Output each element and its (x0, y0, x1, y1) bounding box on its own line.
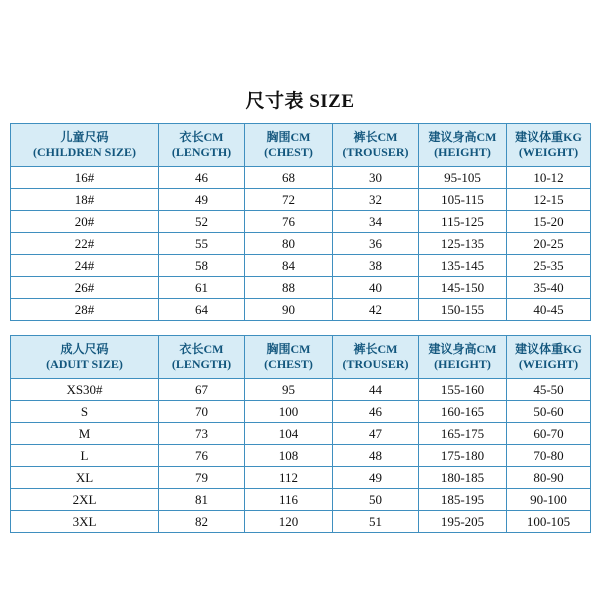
cell-size: 26# (11, 277, 159, 299)
cell-height: 105-115 (419, 189, 507, 211)
cell-size: 18# (11, 189, 159, 211)
table-row (11, 401, 591, 423)
table-row (11, 489, 591, 511)
cell-chest: 116 (245, 489, 333, 511)
header-cell-height: 建议身高CM (HEIGHT) (419, 336, 507, 379)
cell-size: 22# (11, 233, 159, 255)
cell-trouser: 40 (333, 277, 419, 299)
cell-trouser: 49 (333, 467, 419, 489)
cell-weight: 100-105 (507, 511, 591, 533)
cell-weight: 60-70 (507, 423, 591, 445)
header-cell-chest: 胸围CM (CHEST) (245, 124, 333, 167)
cell-chest: 80 (245, 233, 333, 255)
cell-weight: 80-90 (507, 467, 591, 489)
cell-size: 20# (11, 211, 159, 233)
cell-trouser: 47 (333, 423, 419, 445)
cell-weight: 45-50 (507, 379, 591, 401)
cell-height: 175-180 (419, 445, 507, 467)
adult-table-body (11, 379, 591, 533)
cell-chest: 88 (245, 277, 333, 299)
cell-length: 73 (159, 423, 245, 445)
cell-chest: 104 (245, 423, 333, 445)
cell-size: XL (11, 467, 159, 489)
cell-chest: 108 (245, 445, 333, 467)
cell-weight: 70-80 (507, 445, 591, 467)
adult-table-header (11, 336, 591, 379)
table-row (11, 167, 591, 189)
cell-chest: 90 (245, 299, 333, 321)
header-cell-chest: 胸围CM (CHEST) (245, 336, 333, 379)
children-table-body (11, 167, 591, 321)
cell-length: 58 (159, 255, 245, 277)
cell-height: 95-105 (419, 167, 507, 189)
cell-length: 82 (159, 511, 245, 533)
cell-size: S (11, 401, 159, 423)
cell-length: 70 (159, 401, 245, 423)
header-cell-weight: 建议体重KG (WEIGHT) (507, 124, 591, 167)
cell-size: 24# (11, 255, 159, 277)
cell-trouser: 34 (333, 211, 419, 233)
table-header-row (11, 124, 591, 167)
cell-length: 79 (159, 467, 245, 489)
table-row (11, 423, 591, 445)
cell-trouser: 51 (333, 511, 419, 533)
cell-size: M (11, 423, 159, 445)
cell-trouser: 48 (333, 445, 419, 467)
cell-weight: 35-40 (507, 277, 591, 299)
cell-trouser: 46 (333, 401, 419, 423)
header-cell-adult-size: 成人尺码 (ADUIT SIZE) (11, 336, 159, 379)
cell-height: 155-160 (419, 379, 507, 401)
cell-trouser: 42 (333, 299, 419, 321)
header-cell-children-size: 儿童尺码 (CHILDREN SIZE) (11, 124, 159, 167)
cell-weight: 15-20 (507, 211, 591, 233)
cell-size: L (11, 445, 159, 467)
cell-size: 16# (11, 167, 159, 189)
cell-size: 2XL (11, 489, 159, 511)
table-row (11, 299, 591, 321)
cell-size: 3XL (11, 511, 159, 533)
adult-size-table (10, 335, 591, 533)
cell-chest: 68 (245, 167, 333, 189)
header-cell-trouser: 裤长CM (TROUSER) (333, 336, 419, 379)
cell-length: 61 (159, 277, 245, 299)
cell-weight: 50-60 (507, 401, 591, 423)
table-row (11, 445, 591, 467)
header-cell-height: 建议身高CM (HEIGHT) (419, 124, 507, 167)
cell-chest: 100 (245, 401, 333, 423)
table-row (11, 379, 591, 401)
cell-height: 150-155 (419, 299, 507, 321)
cell-height: 185-195 (419, 489, 507, 511)
table-row (11, 211, 591, 233)
cell-chest: 112 (245, 467, 333, 489)
cell-length: 67 (159, 379, 245, 401)
cell-trouser: 50 (333, 489, 419, 511)
cell-weight: 25-35 (507, 255, 591, 277)
cell-chest: 72 (245, 189, 333, 211)
cell-weight: 10-12 (507, 167, 591, 189)
table-row (11, 277, 591, 299)
cell-size: XS30# (11, 379, 159, 401)
cell-length: 64 (159, 299, 245, 321)
cell-chest: 120 (245, 511, 333, 533)
table-header-row (11, 336, 591, 379)
header-cell-weight: 建议体重KG (WEIGHT) (507, 336, 591, 379)
cell-size: 28# (11, 299, 159, 321)
cell-height: 165-175 (419, 423, 507, 445)
header-cell-length: 衣长CM (LENGTH) (159, 124, 245, 167)
table-row (11, 233, 591, 255)
cell-height: 135-145 (419, 255, 507, 277)
cell-length: 55 (159, 233, 245, 255)
cell-trouser: 38 (333, 255, 419, 277)
cell-height: 115-125 (419, 211, 507, 233)
cell-chest: 84 (245, 255, 333, 277)
cell-length: 76 (159, 445, 245, 467)
cell-length: 81 (159, 489, 245, 511)
header-cell-length: 衣长CM (LENGTH) (159, 336, 245, 379)
cell-length: 46 (159, 167, 245, 189)
header-cell-trouser: 裤长CM (TROUSER) (333, 124, 419, 167)
cell-weight: 90-100 (507, 489, 591, 511)
children-table-header (11, 124, 591, 167)
cell-weight: 40-45 (507, 299, 591, 321)
cell-height: 195-205 (419, 511, 507, 533)
cell-trouser: 44 (333, 379, 419, 401)
cell-weight: 20-25 (507, 233, 591, 255)
table-row (11, 189, 591, 211)
cell-height: 145-150 (419, 277, 507, 299)
cell-trouser: 32 (333, 189, 419, 211)
table-row (11, 255, 591, 277)
page-title: 尺寸表 SIZE (245, 91, 355, 112)
cell-chest: 76 (245, 211, 333, 233)
cell-height: 160-165 (419, 401, 507, 423)
children-size-table (10, 123, 591, 321)
cell-trouser: 30 (333, 167, 419, 189)
table-row (11, 511, 591, 533)
cell-height: 180-185 (419, 467, 507, 489)
table-row (11, 467, 591, 489)
cell-length: 49 (159, 189, 245, 211)
cell-chest: 95 (245, 379, 333, 401)
cell-weight: 12-15 (507, 189, 591, 211)
cell-trouser: 36 (333, 233, 419, 255)
cell-height: 125-135 (419, 233, 507, 255)
cell-length: 52 (159, 211, 245, 233)
